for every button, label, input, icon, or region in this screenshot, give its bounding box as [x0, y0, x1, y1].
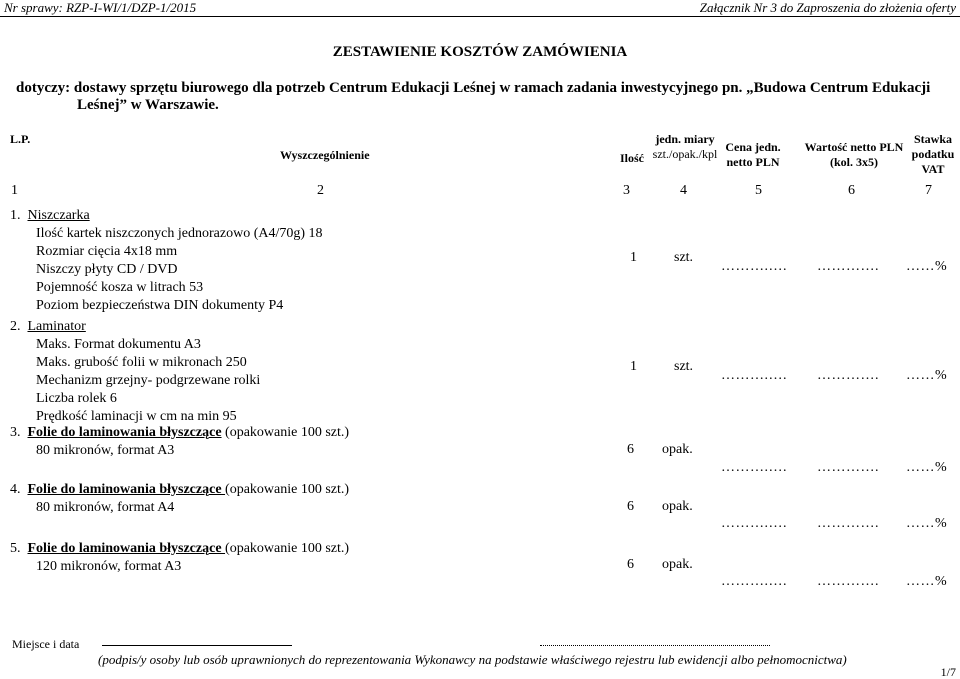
item-name-suffix: (opakowanie 100 szt.): [225, 541, 350, 556]
item-unit: szt.: [674, 359, 694, 374]
value-placeholder: ………….: [817, 259, 879, 274]
item-quantity: 6: [627, 442, 634, 457]
column-number: 2: [317, 183, 324, 198]
item-number: 3.: [10, 425, 21, 440]
value-placeholder: ………….: [817, 460, 879, 475]
item-unit: opak.: [662, 442, 693, 457]
net-value-placeholder: ……….….: [721, 516, 787, 531]
item-quantity: 1: [630, 359, 637, 374]
item-unit: opak.: [662, 557, 693, 572]
column-number: 7: [925, 183, 932, 198]
item-number: 1.: [10, 208, 21, 223]
header-net-value: Wartość netto PLN (kol. 3x5): [804, 140, 904, 169]
column-number: 5: [755, 183, 762, 198]
place-date-label: Miejsce i data: [12, 637, 80, 651]
item-unit: opak.: [662, 499, 693, 514]
net-value-placeholder: ……….….: [721, 259, 787, 274]
signature-line: [540, 645, 770, 646]
item-detail: Mechanizm grzejny- podgrzewane rolki: [36, 373, 261, 388]
item-detail: Pojemność kosza w litrach 53: [36, 280, 204, 295]
item-detail: Rozmiar cięcia 4x18 mm: [36, 244, 178, 259]
item-unit: szt.: [674, 250, 694, 265]
item-detail: Maks. grubość folii w mikronach 250: [36, 355, 247, 370]
vat-rate-placeholder: ……%: [906, 259, 948, 274]
column-number: 1: [11, 183, 18, 198]
net-value-placeholder: ……….….: [721, 460, 787, 475]
page-title: ZESTAWIENIE KOSZTÓW ZAMÓWIENIA: [332, 44, 628, 60]
item-name: Folie do laminowania błyszczące: [27, 482, 226, 497]
attachment-label: Załącznik Nr 3 do Zaproszenia do złożenia oferty: [699, 0, 956, 15]
item-detail: Poziom bezpieczeństwa DIN dokumenty P4: [36, 298, 284, 313]
column-number: 4: [680, 183, 687, 198]
item-number: 5.: [10, 541, 21, 556]
net-value-placeholder: ……….….: [721, 368, 787, 383]
header-lp: L.P.: [10, 132, 31, 146]
header-description: Wyszczególnienie: [280, 148, 370, 162]
case-number: Nr sprawy: RZP-I-WI/1/DZP-1/2015: [4, 0, 197, 15]
header-unit-price: Cena jedn. netto PLN: [725, 140, 781, 169]
item-name-suffix: (opakowanie 100 szt.): [221, 425, 350, 440]
list-item: [10, 540, 349, 576]
list-item: [10, 481, 349, 517]
column-number: 6: [848, 183, 855, 198]
item-detail: Prędkość laminacji w cm na min 95: [36, 409, 237, 424]
item-name: Folie do laminowania błyszczące: [27, 425, 222, 440]
item-detail: 120 mikronów, format A3: [36, 559, 182, 574]
vat-rate-placeholder: ……%: [906, 574, 948, 589]
header-unit: jedn. miary szt./opak./kpl: [652, 132, 718, 161]
item-detail: Ilość kartek niszczonych jednorazowo (A4/70g) 18: [36, 226, 323, 241]
item-name: Laminator: [27, 319, 86, 334]
intro-line-2: Leśnej” w Warszawie.: [77, 97, 219, 113]
item-quantity: 1: [630, 250, 637, 265]
value-placeholder: ………….: [817, 368, 879, 383]
header-quantity: Ilość: [620, 151, 644, 165]
item-name: Niszczarka: [27, 208, 90, 223]
item-quantity: 6: [627, 557, 634, 572]
item-detail: 80 mikronów, format A3: [36, 443, 175, 458]
page-number: 1/7: [940, 665, 956, 679]
item-name: Folie do laminowania błyszczące: [27, 541, 226, 556]
value-placeholder: ………….: [817, 574, 879, 589]
item-number: 2.: [10, 319, 21, 334]
item-quantity: 6: [627, 499, 634, 514]
place-date-line: [102, 645, 292, 646]
item-detail: Maks. Format dokumentu A3: [36, 337, 201, 352]
item-detail: Liczba rolek 6: [36, 391, 117, 406]
header-rule: [0, 16, 960, 17]
vat-rate-placeholder: ……%: [906, 460, 948, 475]
intro-line-1: dotyczy: dostawy sprzętu biurowego dla potrzeb Centrum Edukacji Leśnej w ramach zadania inwestycyjnego pn. „Budowa Centrum Edukacji: [16, 80, 931, 96]
net-value-placeholder: ……….….: [721, 574, 787, 589]
list-item: [10, 318, 260, 426]
signature-note: (podpis/y osoby lub osób uprawnionych do reprezentowania Wykonawcy na podstawie właściwego rejestru lub ewidencji albo pełnomocnictwa): [98, 652, 847, 667]
list-item: [10, 207, 323, 315]
value-placeholder: ………….: [817, 516, 879, 531]
column-number: 3: [623, 183, 630, 198]
vat-rate-placeholder: ……%: [906, 516, 948, 531]
list-item: [10, 424, 349, 460]
item-detail: 80 mikronów, format A4: [36, 500, 175, 515]
item-number: 4.: [10, 482, 21, 497]
header-vat-rate: Stawka podatku VAT: [911, 132, 955, 176]
item-name-suffix: (opakowanie 100 szt.): [225, 482, 350, 497]
vat-rate-placeholder: ……%: [906, 368, 948, 383]
item-detail: Niszczy płyty CD / DVD: [36, 262, 178, 277]
